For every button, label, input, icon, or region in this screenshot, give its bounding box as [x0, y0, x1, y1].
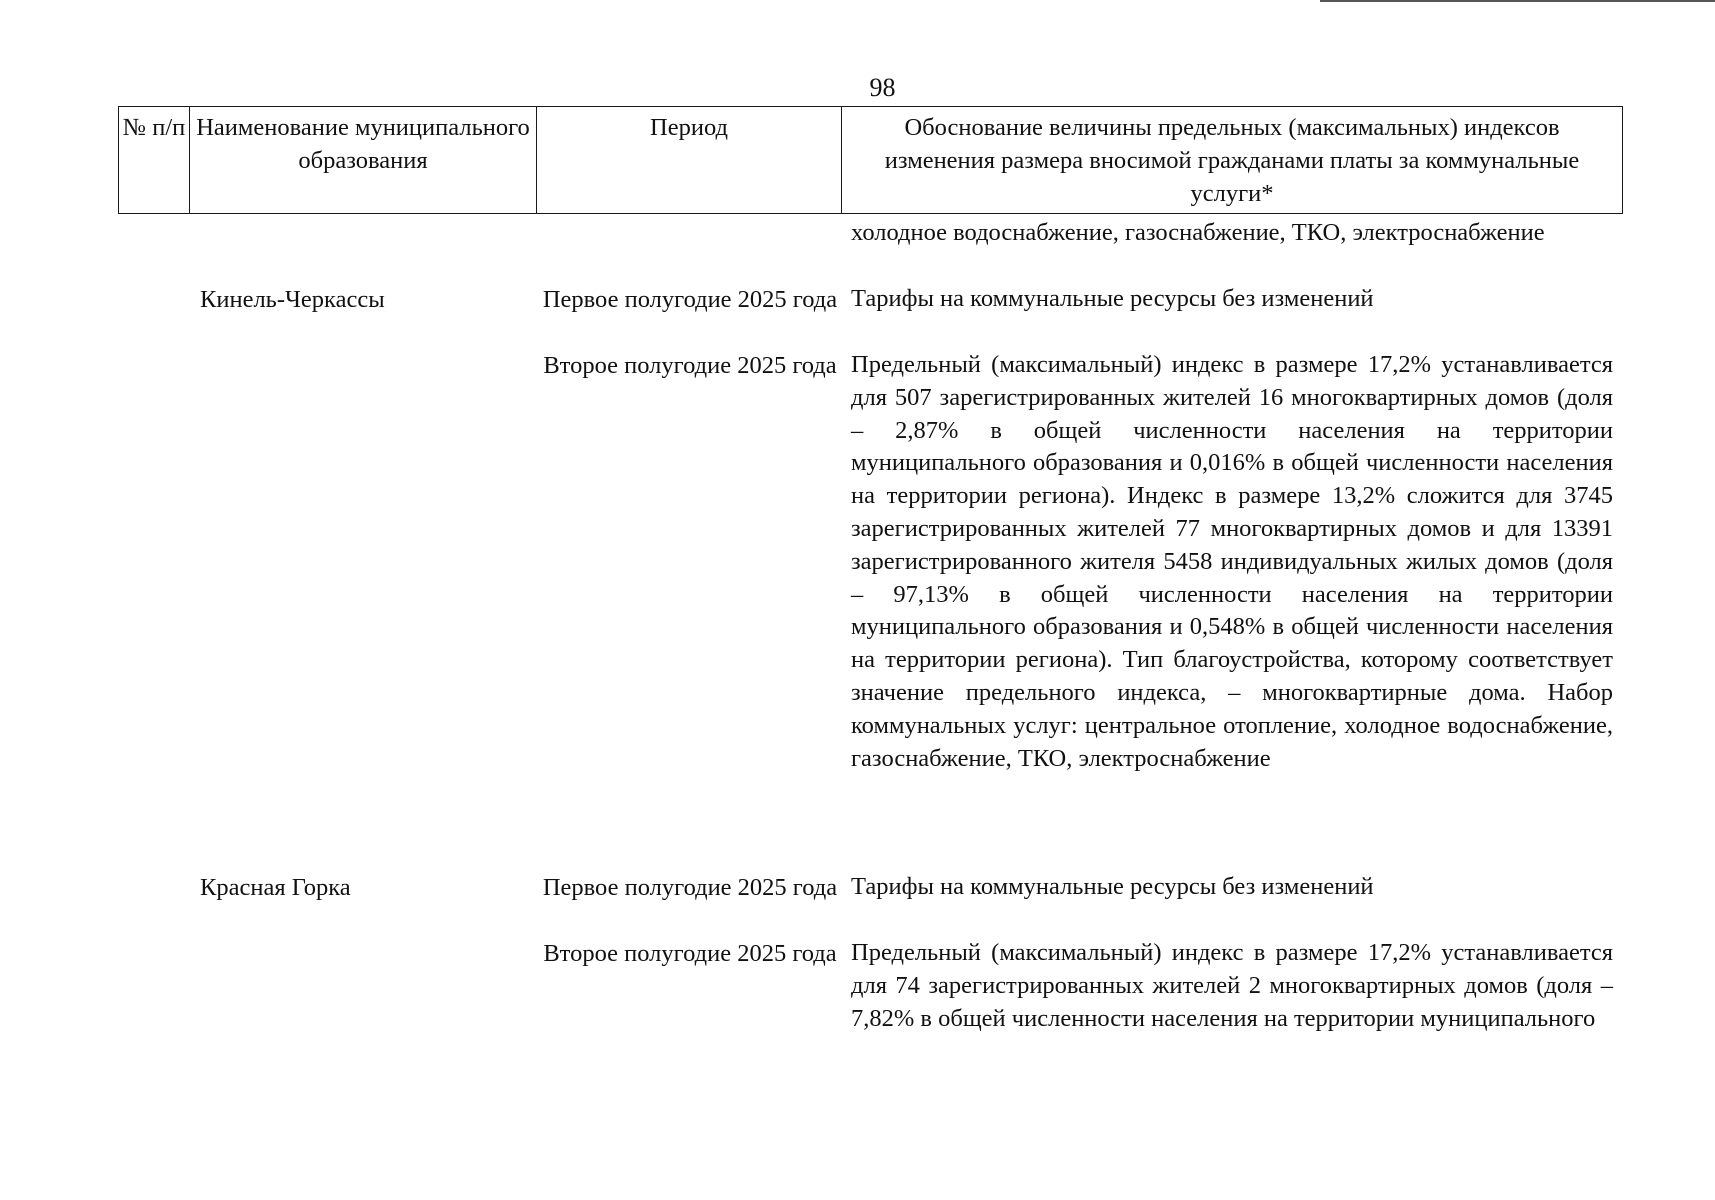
period-label: Второе полугодие 2025 года — [543, 352, 837, 379]
justification-text: Тарифы на коммунальные ресурсы без изменений — [851, 285, 1374, 312]
continuation-text: холодное водоснабжение, газоснабжение, ТКО, электроснабжение — [851, 219, 1545, 246]
municipality-name: Кинель-Черкассы — [200, 286, 385, 313]
header-col-period: Период — [537, 107, 842, 213]
justification-text: Предельный (максимальный) индекс в размере 17,2% устанавливается для 74 зарегистрированных жителей 2 многоквартирных домов (доля – 7,82% в общей численности населения на территории муниципального — [851, 939, 1613, 1032]
justification-text: Тарифы на коммунальные ресурсы без изменений — [851, 873, 1374, 900]
header-col-justification: Обоснование величины предельных (максимальных) индексов изменения размера вносимой гражданами платы за коммунальные услуги* — [884, 114, 1580, 207]
page-number: 98 — [869, 73, 896, 102]
period-label: Первое полугодие 2025 года — [542, 286, 838, 313]
scan-artifact-line — [1320, 0, 1715, 2]
header-col-number: № п/п — [119, 107, 190, 213]
header-col-municipality: Наименование муниципального образования — [190, 107, 537, 213]
period-label: Второе полугодие 2025 года — [543, 940, 837, 967]
justification-text: Предельный (максимальный) индекс в размере 17,2% устанавливается для 507 зарегистрированных жителей 16 многоквартирных домов (доля – 2,87% в общей численности населения на территории муниципального образования и 0,016% в общей численности населения на территории региона). Индекс в размере 13,2% сложится для 3745 зарегистрированных жителей 77 многоквартирных домов и для 13391 зарегистрированного жителя 5458 индивидуальных жилых домов (доля – 97,13% в общей численности населения на территории муниципального образования и 0,548% в общей численности населения на территории региона). Тип благоустройства, которому соответствует значение предельного индекса, – многоквартирные дома. Набор коммунальных услуг: центральное отопление, холодное водоснабжение, газоснабжение, ТКО, электроснабжение — [851, 351, 1613, 772]
period-label: Первое полугодие 2025 года — [542, 874, 838, 901]
municipality-name: Красная Горка — [200, 874, 351, 901]
table-header — [118, 106, 1623, 214]
